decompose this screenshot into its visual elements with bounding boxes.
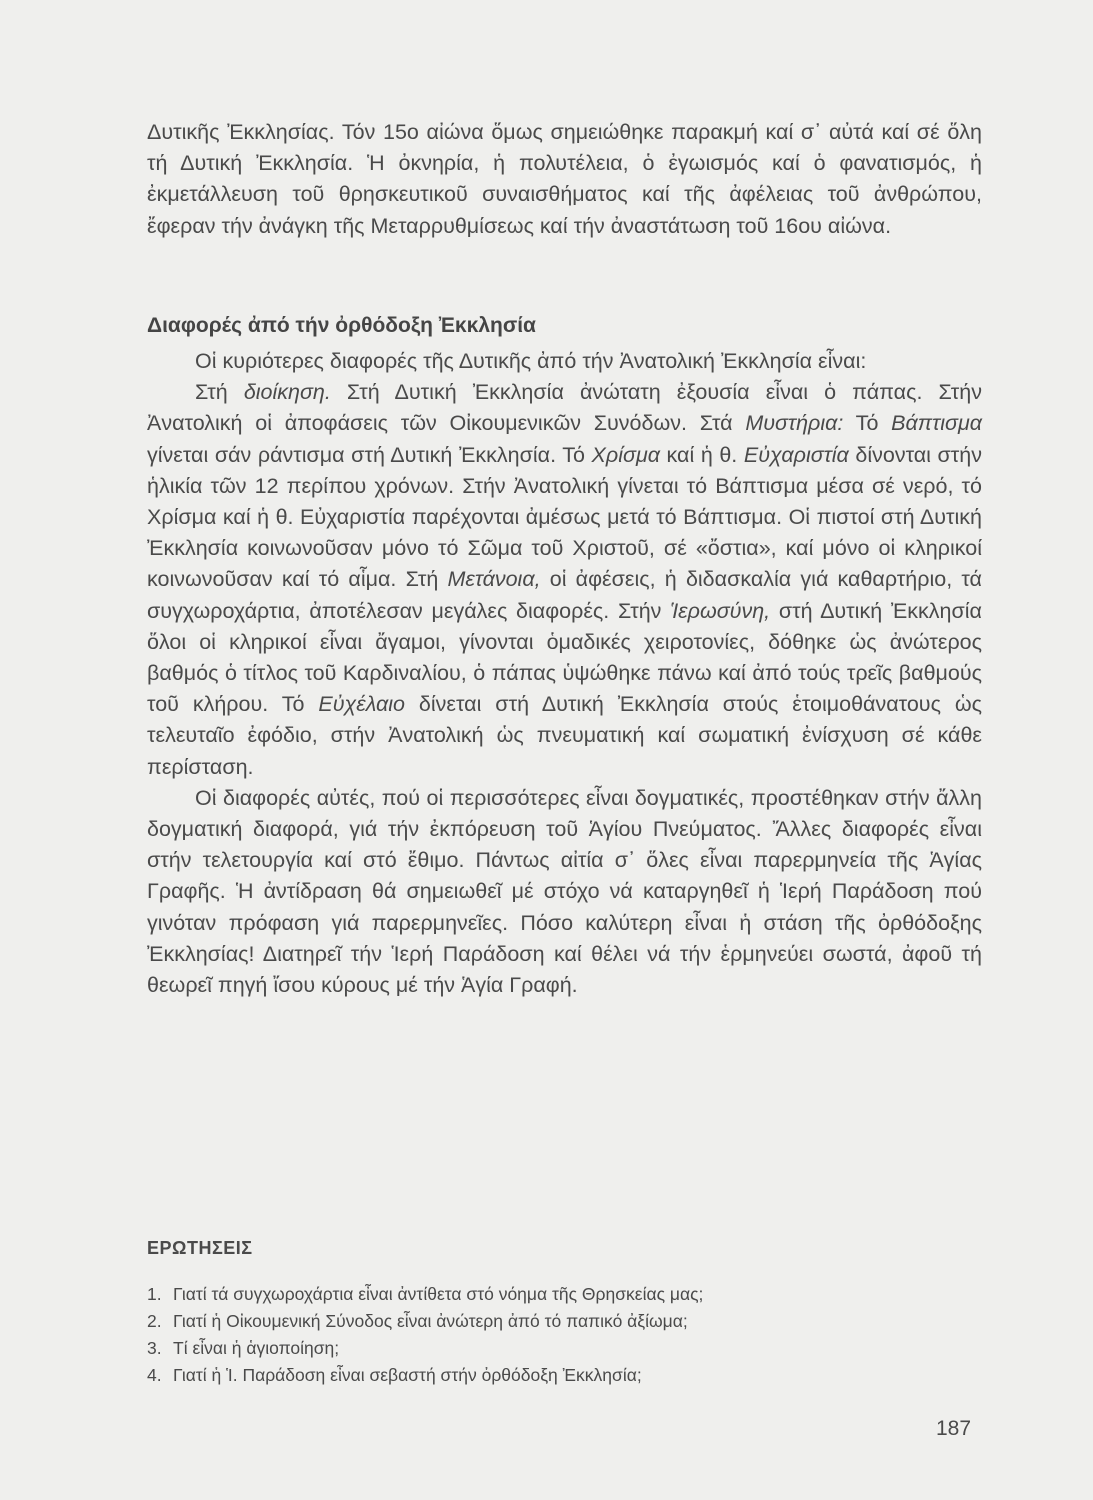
page-number: 187 [936,1417,972,1440]
text-run: Τό [843,411,892,436]
section-heading: Διαφορές ἀπό τήν ὀρθόδοξη Ἐκκλησία [147,314,536,337]
differences-paragraph [147,377,982,783]
question-text: Γιατί ἡ Οἰκουμενική Σύνοδος εἶναι ἀνώτερη ἀπό τό παπικό ἀξίωμα; [173,1311,688,1331]
questions-title: ΕΡΩΤΗΣΕΙΣ [147,1238,253,1258]
term-eucharist: Εὐχαριστία [743,442,849,467]
text-run: Στή [195,380,228,405]
question-item [147,1362,982,1389]
question-item [147,1335,982,1362]
intro-paragraph: Οἱ κυριότερες διαφορές τῆς Δυτικῆς ἀπό τήν Ἀνατολική Ἐκκλησία εἶναι: [195,349,867,373]
text-run: δίνεται στή Δυτική Ἐκκλησία στούς ἑτοιμοθάνατους ὡς τελευταῖο ἐφόδιο, στήν Ἀνατολική ὡς πνευματική καί σωματική ἐνίσχυση σέ κάθε περίσταση. [147,692,982,779]
text-run: Στή Δυτική Ἐκκλησία ἀνώτατη ἐξουσία εἶναι ὁ πάπας. Στήν Ἀνατολική οἱ ἀποφάσεις τῶν Οἰκουμενικῶν Συνόδων. Στά [147,380,982,436]
question-number: 2. [147,1311,162,1331]
text-run: στή Δυτική Ἐκκλησία ὅλοι οἱ κληρικοί εἶναι ἄγαμοι, γίνονται ὁμαδικές χειροτονίες, δόθηκε ὡς ἀνώτερος βαθμός ὁ τίτλος τοῦ Καρδιναλίου, ὁ πάπας ὑψώθηκε πάνω καί ἀπό τούς τρεῖς βαθμούς τοῦ κλήρου. Τό [147,598,982,717]
question-number: 4. [147,1365,162,1385]
question-number: 3. [147,1338,162,1358]
differences-section [147,346,982,1001]
question-item [147,1281,982,1308]
term-priesthood: Ἱερωσύνη, [670,598,771,623]
questions-list [147,1281,982,1389]
question-number: 1. [147,1284,162,1304]
question-text: Γιατί τά συγχωροχάρτια εἶναι ἀντίθετα στό νόημα τῆς Θρησκείας μας; [173,1284,704,1304]
term-sacraments: Μυστήρια: [745,411,844,436]
question-item [147,1308,982,1335]
closing-paragraph: Οἱ διαφορές αὐτές, πού οἱ περισσότερες εἶναι δογματικές, προστέθηκαν στήν ἄλλη δογματική διαφορά, γιά τήν ἐκπόρευση τοῦ Ἁγίου Πνεύματος. Ἄλλες διαφορές εἶναι στήν τελετουργία καί στό ἔθιμο. Πάντως αἰτία σ᾽ ὅλες εἶναι παρερμηνεία τῆς Ἁγίας Γραφῆς. Ἡ ἀντίδραση θά σημειωθεῖ μέ στόχο νά καταργηθεῖ ἡ Ἱερή Παράδοση πού γινόταν πρόφαση γιά παρερμηνεῖες. Πόσο καλύτερη εἶναι ἡ στάση τῆς ὀρθόδοξης Ἐκκλησίας! Διατηρεῖ τήν Ἱερή Παράδοση καί θέλει νά τήν ἑρμηνεύει σωστά, ἀφοῦ τή θεωρεῖ πηγή ἴσου κύρους μέ τήν Ἁγία Γραφή. [147,785,982,998]
term-administration: διοίκηση. [243,380,331,405]
text-run: οἱ ἀφέσεις, ἡ διδασκαλία γιά καθαρτήριο, τά συγχωροχάρτια, ἀποτέλεσαν μεγάλες διαφορές. Στήν [147,567,982,623]
text-run: δίνονται στήν ἡλικία τῶν 12 περίπου χρόνων. Στήν Ἀνατολική γίνεται τό Βάπτισμα μέσα σέ νερό, τό Χρίσμα καί ἡ θ. Εὐχαριστία παρέχονται ἀμέσως μετά τό Βάπτισμα. Οἱ πιστοί στή Δυτική Ἐκκλησία κοινωνοῦσαν μόνο τό Σῶμα τοῦ Χριστοῦ, σέ «ὄστια», καί μόνο οἱ κληρικοί κοινωνοῦσαν καί τό αἷμα. Στή [147,442,983,592]
term-repentance: Μετάνοια, [447,567,541,592]
term-unction: Εὐχέλαιο [318,692,405,717]
term-baptism: Βάπτισμα [891,411,982,436]
opening-paragraph: Δυτικῆς Ἐκκλησίας. Τόν 15ο αἰώνα ὅμως σημειώθηκε παρακμή καί σ᾽ αὐτά καί σέ ὅλη τή Δυτική Ἐκκλησία. Ἡ ὀκνηρία, ἡ πολυτέλεια, ὁ ἐγωισμός καί ὁ φανατισμός, ἡ ἐκμετάλλευση τοῦ θρησκευτικοῦ συναισθήματος καί τῆς ἀφέλειας τοῦ ἀνθρώπου, ἔφεραν τήν ἀνάγκη τῆς Μεταρρυθμίσεως καί τήν ἀναστάτωση τοῦ 16ου αἰώνα. [147,120,982,238]
text-run: γίνεται σάν ράντισμα στή Δυτική Ἐκκλησία. Τό [147,442,592,467]
text-run: καί ἡ θ. [659,442,744,467]
question-text: Τί εἶναι ἡ ἁγιοποίηση; [173,1338,340,1358]
term-chrism: Χρίσμα [591,442,660,467]
question-text: Γιατί ἡ Ἱ. Παράδοση εἶναι σεβαστή στήν ὀρθόδοξη Ἐκκλησία; [173,1365,642,1385]
